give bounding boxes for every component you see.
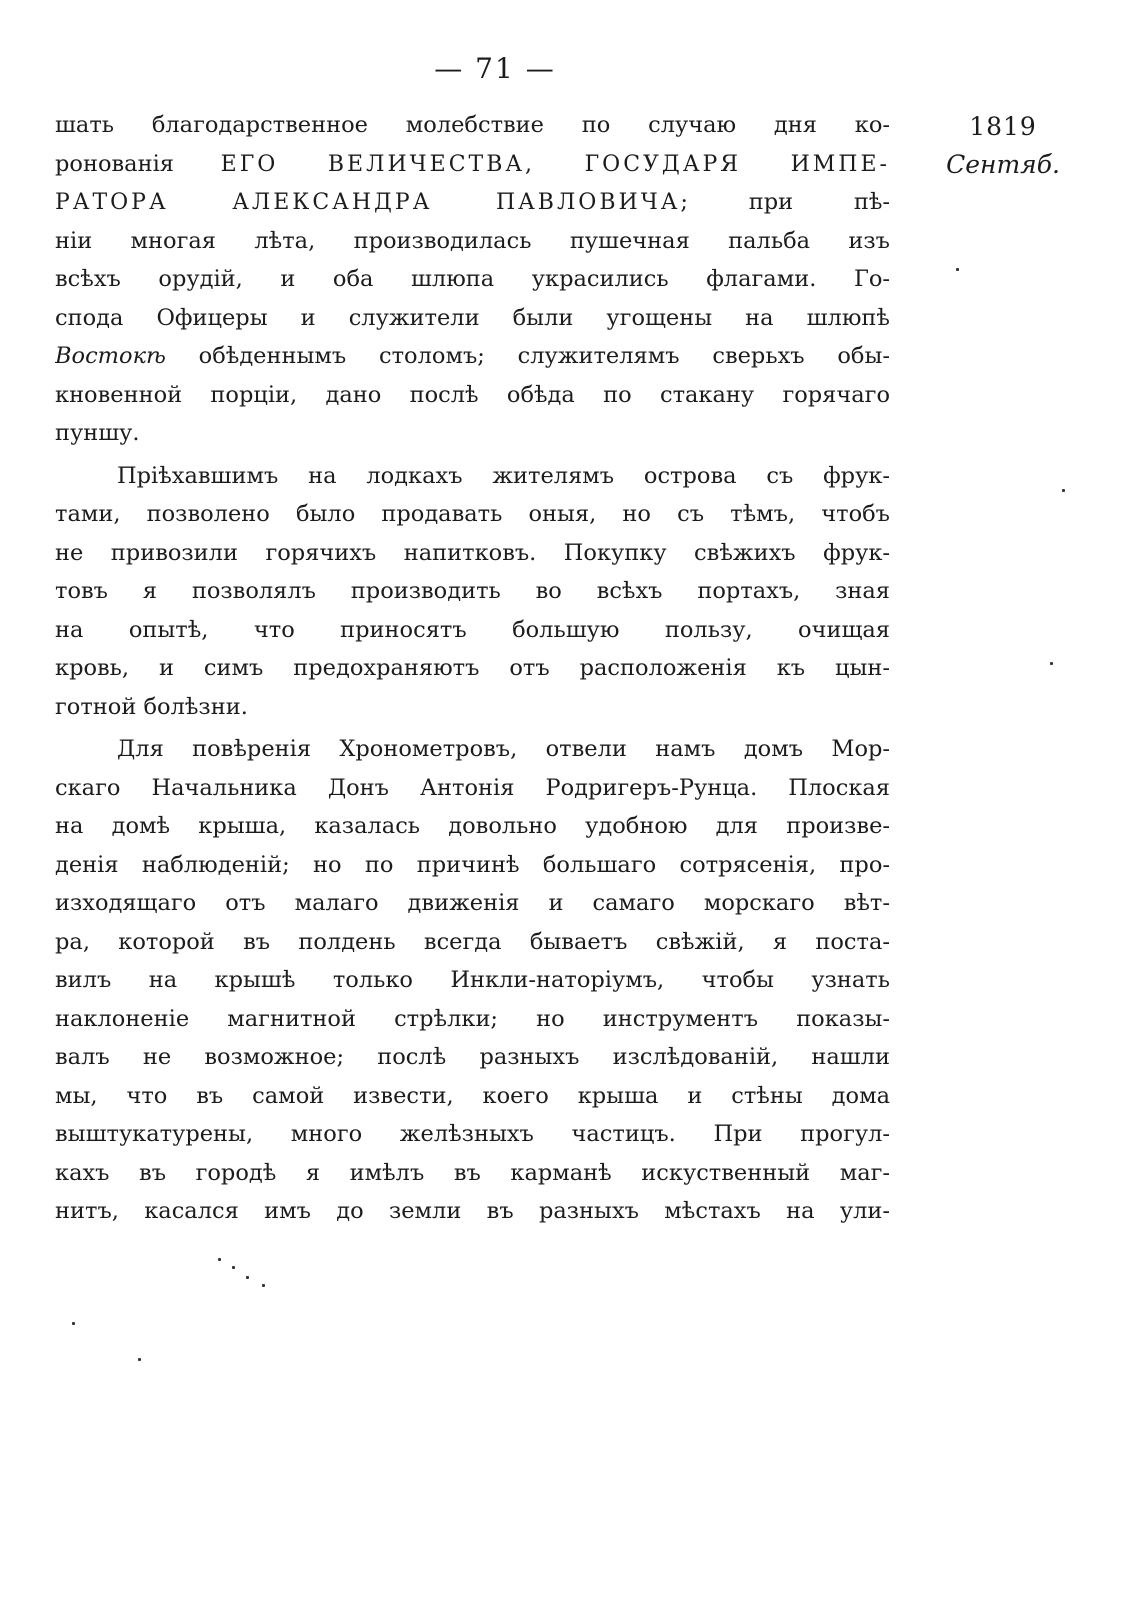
margin-note-year: 1819 [969, 112, 1037, 141]
text-segment: наклоненіе магнитной стрѣлки; но инструментъ показы- [55, 1005, 890, 1032]
text-line [55, 376, 890, 415]
text-segment: всѣхъ орудій, и оба шлюпа украсились флагами. Го- [55, 266, 890, 292]
text-segment: Для повѣренія Хронометровъ, отвели намъ домъ Мор- [117, 736, 890, 762]
text-segment: валъ не возможное; послѣ разныхъ изслѣдованій, нашли [55, 1044, 890, 1070]
text-line [55, 807, 890, 846]
text-line [55, 222, 890, 261]
text-segment: обѣденнымъ столомъ; служителямъ сверьхъ обы- [165, 343, 890, 369]
text-line [55, 961, 890, 1000]
text-segment: кровь, и симъ предохраняютъ отъ расположенія къ цын- [55, 655, 890, 681]
text-segment: тами, позволено было продавать оныя, но съ тѣмъ, чтобъ [55, 501, 890, 527]
body-text [55, 106, 890, 1231]
text-segment: денія наблюденій; но по причинѣ большаго сотрясенія, про- [55, 851, 890, 878]
text-line [55, 923, 890, 962]
text-line [55, 884, 890, 923]
page-number: — 71 — [434, 52, 556, 85]
text-line [55, 1115, 890, 1154]
text-segment: нитъ, касался имъ до земли въ разныхъ мѣстахъ на ули- [55, 1198, 890, 1224]
title-text: ЕГО ВЕЛИЧЕСТВА, ГОСУДАРЯ ИМПЕ- [220, 151, 890, 177]
text-segment: на опытѣ, что приносятъ большую пользу, очищая [55, 616, 890, 643]
text-line [55, 1192, 890, 1231]
text-line [55, 611, 890, 650]
speck [956, 268, 959, 271]
text-line [55, 572, 890, 611]
text-segment: кахъ въ городѣ я имѣлъ въ карманѣ искуственный маг- [55, 1159, 890, 1186]
text-segment: на домѣ крыша, казалась довольно удобною для произве- [55, 813, 890, 839]
text-segment: не привозили горячихъ напитковъ. Покупку свѣжихъ фрук- [55, 539, 890, 566]
text-line [55, 337, 890, 376]
text-segment: изходящаго отъ малаго движенія и самаго морскаго вѣт- [55, 890, 890, 916]
speck [232, 1266, 235, 1269]
text-line [55, 649, 890, 688]
text-line [55, 495, 890, 534]
speck [1062, 489, 1065, 492]
text-line [55, 457, 890, 496]
ship-name: Востокѣ [55, 343, 166, 369]
text-segment: ра, которой въ полдень всегда бываетъ свѣжій, я поста- [55, 928, 890, 955]
text-segment: скаго Начальника Донъ Антонія Родригеръ-Рунца. Плоская [55, 774, 890, 801]
text-segment: ронованія [55, 150, 221, 177]
text-line [55, 846, 890, 885]
text-segment: ніи многая лѣта, производилась пушечная пальба изъ [55, 227, 890, 254]
text-line [55, 260, 890, 299]
text-segment: товъ я позволялъ производить во всѣхъ портахъ, зная [55, 578, 890, 604]
text-segment: мы, что въ самой извести, коего крыша и стѣны дома [55, 1082, 890, 1109]
text-line [55, 299, 890, 338]
text-line [55, 183, 890, 222]
speck [218, 1258, 221, 1261]
speck [138, 1358, 141, 1361]
text-segment: готной болѣзни. [55, 693, 248, 720]
speck [1050, 662, 1053, 665]
text-line [55, 145, 890, 184]
text-line [55, 534, 890, 573]
text-segment: выштукатурены, много желѣзныхъ частицъ. При прогул- [55, 1121, 890, 1147]
text-segment: ; при пѣ- [680, 189, 890, 215]
text-segment: спода Офицеры и служители были угощены на шлюпѣ [55, 304, 890, 331]
text-segment: шать благодарственное молебствие по случаю дня ко- [55, 112, 890, 138]
speck [72, 1322, 75, 1325]
text-line [55, 688, 890, 727]
text-segment: пуншу. [55, 420, 140, 446]
text-line [55, 1154, 890, 1193]
speck [262, 1284, 265, 1287]
text-line [55, 1077, 890, 1116]
title-text: РАТОРА АЛЕКСАНДРА ПАВЛОВИЧА [55, 190, 681, 215]
text-segment: Пріѣхавшимъ на лодкахъ жителямъ острова съ фрук- [117, 462, 890, 489]
text-segment: вилъ на крышѣ только Инкли-наторіумъ, чтобы узнать [55, 967, 890, 993]
speck [246, 1276, 249, 1279]
text-segment: кновенной порціи, дано послѣ обѣда по стакану горячаго [55, 381, 890, 408]
text-line [55, 769, 890, 808]
text-line [55, 106, 890, 145]
margin-note-month: Сентяб. [946, 150, 1060, 179]
text-line [55, 1038, 890, 1077]
text-line [55, 730, 890, 769]
text-line [55, 1000, 890, 1039]
text-line [55, 414, 890, 453]
